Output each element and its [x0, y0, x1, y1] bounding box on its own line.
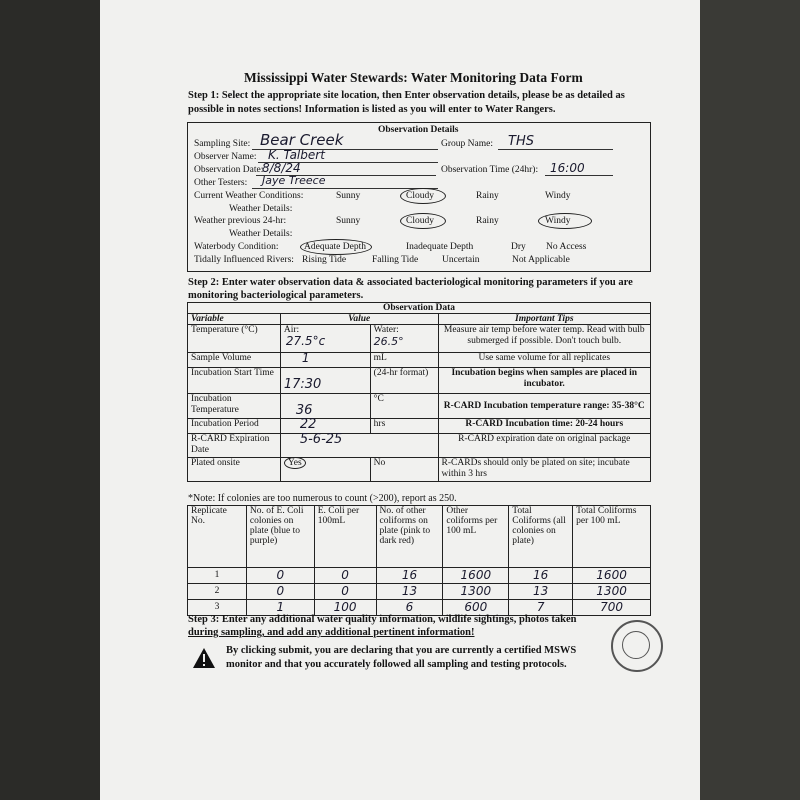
sampling-site-label: Sampling Site: — [194, 139, 251, 149]
sample-volume-tip: Use same volume for all replicates — [438, 353, 650, 368]
plated-yes-cell[interactable] — [280, 458, 370, 482]
observation-date-value[interactable]: 8/8/24 — [262, 161, 301, 175]
incubation-period-label: Incubation Period — [188, 419, 281, 434]
col-value: Value — [280, 314, 438, 325]
table-cell[interactable]: 700 — [573, 600, 651, 616]
current-weather-label: Current Weather Conditions: — [194, 191, 304, 201]
header-total-colonies: Total Coliforms (all colonies on plate) — [509, 506, 573, 568]
waterbody-no-access[interactable]: No Access — [546, 242, 587, 252]
other-testers-value[interactable]: Jaye Treece — [262, 174, 326, 187]
observation-details-heading: Observation Details — [378, 125, 459, 135]
table-cell[interactable]: 7 — [509, 600, 573, 616]
previous-weather-details-label: Weather Details: — [229, 229, 293, 239]
col-tips: Important Tips — [438, 314, 650, 325]
replicate-no: 1 — [188, 568, 247, 584]
observation-data-heading: Observation Data — [188, 303, 651, 314]
header-other-per-100: Other coliforms per 100 mL — [443, 506, 509, 568]
table-cell[interactable]: 1 — [246, 600, 314, 616]
expiration-tip: R-CARD expiration date on original package — [438, 434, 650, 458]
table-row — [188, 584, 651, 600]
declaration-line2: monitor and that you accurately followed all sampling and testing protocols. — [226, 659, 567, 670]
current-weather-details-label: Weather Details: — [229, 204, 293, 214]
table-cell[interactable]: 600 — [443, 600, 509, 616]
previous-weather-cloudy-circle — [400, 213, 446, 229]
declaration-line1: By clicking submit, you are declaring that you are currently a certified MSWS — [226, 645, 577, 656]
water-value[interactable]: 26.5° — [373, 335, 404, 348]
replicate-no: 3 — [188, 600, 247, 616]
previous-weather-rainy[interactable]: Rainy — [476, 216, 499, 226]
current-weather-rainy[interactable]: Rainy — [476, 191, 499, 201]
group-name-label: Group Name: — [441, 139, 493, 149]
table-cell[interactable]: 13 — [509, 584, 573, 600]
temperature-tip: Measure air temp before water temp. Read with bulb submerged if possible. Don't touch bulb. — [438, 325, 650, 353]
form-title: Mississippi Water Stewards: Water Monitoring Data Form — [244, 70, 583, 85]
previous-weather-label: Weather previous 24-hr: — [194, 216, 287, 226]
incubation-start-value[interactable]: 17:30 — [283, 377, 322, 392]
tidal-falling[interactable]: Falling Tide — [372, 255, 419, 265]
tidal-rising[interactable]: Rising Tide — [302, 255, 347, 265]
current-weather-sunny[interactable]: Sunny — [336, 191, 361, 201]
observer-name-label: Observer Name: — [194, 152, 257, 162]
tidal-uncertain[interactable]: Uncertain — [442, 255, 480, 265]
water-label: Water: — [373, 325, 399, 335]
previous-weather-windy-circle — [538, 213, 592, 229]
previous-weather-cloudy[interactable]: Cloudy — [406, 216, 434, 226]
observation-time-label: Observation Time (24hr): — [441, 165, 539, 175]
current-weather-cloudy[interactable]: Cloudy — [406, 191, 434, 201]
table-cell[interactable]: 16 — [376, 568, 443, 584]
table-cell[interactable]: 0 — [314, 568, 376, 584]
table-cell[interactable]: 1600 — [573, 568, 651, 584]
group-name-value[interactable]: THS — [508, 134, 534, 149]
air-cell[interactable] — [280, 325, 370, 353]
observer-name-value[interactable]: K. Talbert — [268, 148, 325, 162]
tidal-label: Tidally Influenced Rivers: — [194, 255, 294, 265]
group-name-line — [498, 149, 613, 150]
table-cell[interactable]: 16 — [509, 568, 573, 584]
header-ecoli-per-100: E. Coli per 100mL — [314, 506, 376, 568]
step3-line1: Step 3: Enter any additional water quality information, wildlife sightings, photos taken — [188, 614, 577, 625]
air-label: Air: — [283, 325, 300, 335]
background-surface — [700, 0, 800, 800]
incubation-temp-label: Incubation Temperature — [188, 394, 281, 419]
sampling-site-value[interactable]: Bear Creek — [260, 131, 344, 149]
table-cell[interactable]: 1300 — [443, 584, 509, 600]
step2-line2: monitoring bacteriological parameters. — [188, 290, 364, 301]
observation-date-label: Observation Date: — [194, 165, 264, 175]
table-row — [188, 568, 651, 584]
plated-yes[interactable]: Yes — [284, 457, 306, 469]
header-other-colonies: No. of other coliforms on plate (pink to dark red) — [376, 506, 443, 568]
sample-volume-label: Sample Volume — [188, 353, 281, 368]
tidal-not-applicable[interactable]: Not Applicable — [512, 255, 570, 265]
previous-weather-sunny[interactable]: Sunny — [336, 216, 361, 226]
waterbody-dry[interactable]: Dry — [511, 242, 526, 252]
table-cell[interactable]: 13 — [376, 584, 443, 600]
incubation-period-tip: R-CARD Incubation time: 20-24 hours — [438, 419, 650, 434]
step1-line2: possible in notes sections! Information is listed as you will enter to Water Rangers. — [188, 104, 556, 115]
incubation-temp-value[interactable]: 36 — [295, 403, 313, 418]
observation-time-line — [545, 175, 613, 176]
incubation-start-tip: Incubation begins when samples are placed in incubator. — [438, 368, 650, 394]
step1-line1: Step 1: Select the appropriate site location, then Enter observation details, please be as detailed as — [188, 90, 625, 101]
plated-no[interactable]: No — [370, 458, 438, 482]
previous-weather-windy[interactable]: Windy — [545, 216, 571, 226]
table-cell[interactable]: 0 — [314, 584, 376, 600]
header-ecoli-colonies: No. of E. Coli colonies on plate (blue to purple) — [246, 506, 314, 568]
observation-data-table — [187, 302, 651, 482]
incubation-temp-tip: R-CARD Incubation temperature range: 35-38°C — [438, 394, 650, 419]
air-value[interactable]: 27.5°c — [285, 334, 326, 348]
table-cell[interactable]: 1600 — [443, 568, 509, 584]
step2-line1: Step 2: Enter water observation data & associated bacteriological monitoring parameters if you are — [188, 277, 633, 288]
sample-volume-cell[interactable] — [280, 353, 370, 368]
incubation-temp-unit: °C — [370, 394, 438, 419]
table-cell[interactable]: 6 — [376, 600, 443, 616]
header-replicate: Replicate No. — [188, 506, 247, 568]
waterbody-inadequate[interactable]: Inadequate Depth — [406, 242, 474, 252]
current-weather-windy[interactable]: Windy — [545, 191, 571, 201]
incubation-period-unit: hrs — [370, 419, 438, 434]
plated-tip: R-CARDs should only be plated on site; incubate within 3 hrs — [438, 458, 650, 482]
sample-volume-unit: mL — [370, 353, 438, 368]
table-cell[interactable]: 0 — [246, 568, 314, 584]
replicate-no: 2 — [188, 584, 247, 600]
colonies-note: *Note: If colonies are too numerous to count (>200), report as 250. — [188, 493, 457, 504]
replicates-table — [187, 505, 651, 616]
waterbody-adequate-circle — [300, 239, 372, 255]
expiration-label: R-CARD Expiration Date — [188, 434, 281, 458]
current-weather-cloudy-circle — [400, 188, 446, 204]
observation-time-value[interactable]: 16:00 — [550, 161, 585, 175]
warning-icon — [192, 647, 216, 669]
table-cell[interactable]: 0 — [246, 584, 314, 600]
other-testers-label: Other Testers: — [194, 178, 248, 188]
col-variable: Variable — [188, 314, 281, 325]
step3-line2: during sampling, and add any additional pertinent information! — [188, 627, 475, 638]
msws-seal-icon — [611, 620, 663, 672]
plated-onsite-label: Plated onsite — [188, 458, 281, 482]
waterbody-condition-label: Waterbody Condition: — [194, 242, 279, 252]
expiration-value[interactable]: 5-6-25 — [299, 432, 343, 447]
table-cell[interactable]: 1300 — [573, 584, 651, 600]
incubation-temp-cell[interactable] — [280, 394, 370, 419]
temperature-label: Temperature (°C) — [188, 325, 281, 353]
sample-volume-value[interactable]: 1 — [301, 351, 310, 365]
expiration-cell[interactable] — [280, 434, 438, 458]
water-cell[interactable] — [370, 325, 438, 353]
table-cell[interactable]: 100 — [314, 600, 376, 616]
header-total-per-100: Total Coliforms per 100 mL — [573, 506, 651, 568]
incubation-start-unit: (24-hr format) — [370, 368, 438, 394]
incubation-start-cell[interactable] — [280, 368, 370, 394]
waterbody-adequate[interactable]: Adequate Depth — [304, 242, 366, 252]
incubation-period-value[interactable]: 22 — [299, 417, 317, 432]
incubation-start-label: Incubation Start Time — [188, 368, 281, 394]
